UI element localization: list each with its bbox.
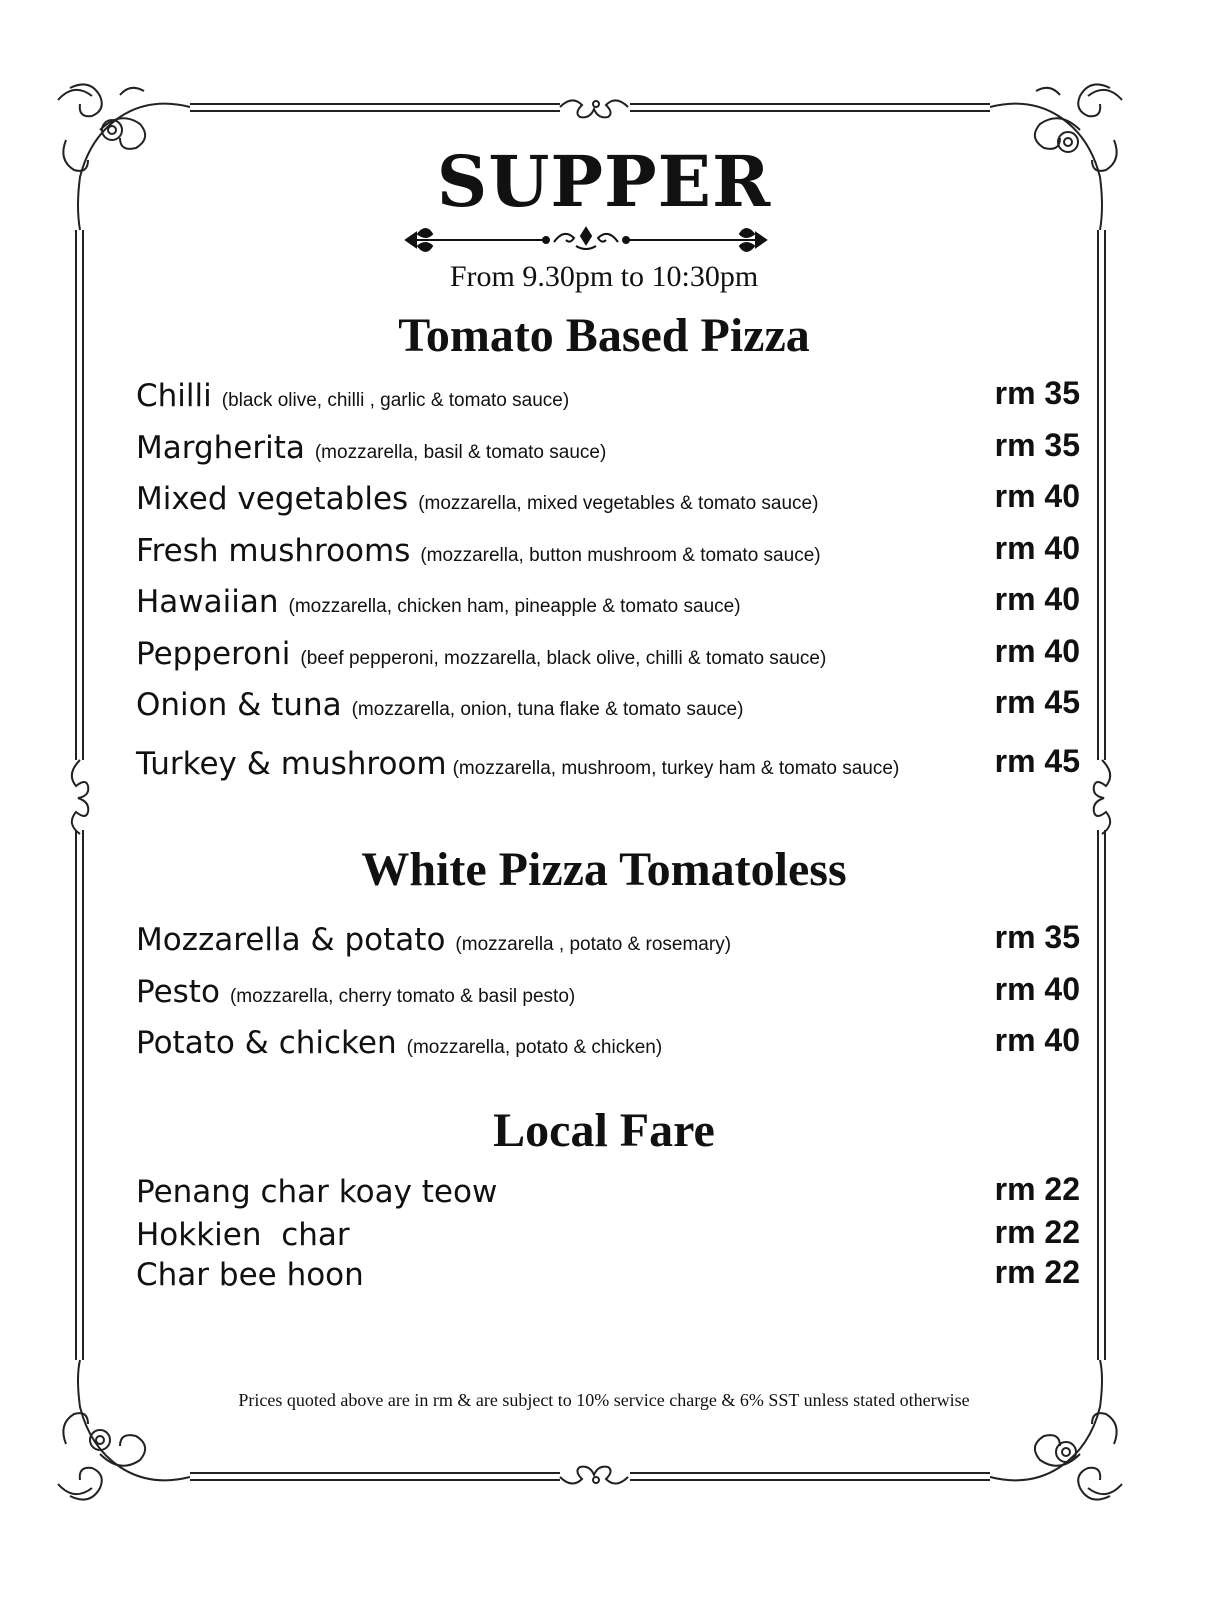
item-name: Char bee hoon [136,1257,364,1293]
item-name: Mixed vegetables [136,481,409,517]
item-name: Onion & tuna [136,687,342,723]
item-price: rm 22 [994,1214,1080,1250]
item-description: (black olive, chilli , garlic & tomato sauce) [221,390,570,411]
menu-item [136,531,1080,581]
item-name: Potato & chicken [136,1025,397,1061]
item-name: Hawaiian [136,584,279,620]
item-price: rm 45 [994,743,1080,779]
item-description: (mozzarella, cherry tomato & basil pesto) [229,986,576,1007]
menu-item [136,972,1080,1022]
menu-item [136,479,1080,529]
item-description: (mozzarella, chicken ham, pineapple & tomato sauce) [288,596,741,617]
item-name: Hokkien char [136,1217,350,1253]
section-title-local-fare: Local Fare [493,1104,715,1157]
item-name: Penang char koay teow [136,1174,498,1210]
menu-item [136,1255,1080,1305]
item-price: rm 35 [994,375,1080,411]
item-price: rm 45 [994,684,1080,720]
flourish-divider-icon [404,222,768,258]
item-name: Chilli [136,378,212,414]
menu-item [136,1023,1080,1073]
footer-note: Prices quoted above are in rm & are subject to 10% service charge & 6% SST unless stated otherwise [238,1390,970,1410]
menu-title: SUPPER [436,140,772,223]
item-name: Margherita [136,430,305,466]
item-name: Fresh mushrooms [136,533,411,569]
item-description: (mozzarella, basil & tomato sauce) [314,442,607,463]
item-price: rm 35 [994,427,1080,463]
item-price: rm 40 [994,633,1080,669]
item-name: Pesto [136,974,220,1010]
item-description: (mozzarella, onion, tuna flake & tomato sauce) [351,699,744,720]
item-price: rm 40 [994,971,1080,1007]
item-description: (mozzarella, mixed vegetables & tomato sauce) [418,493,819,514]
menu-item [136,685,1080,735]
menu-item [136,582,1080,632]
item-price: rm 40 [994,530,1080,566]
item-price: rm 22 [994,1171,1080,1207]
menu-item [136,920,1080,970]
item-price: rm 40 [994,1022,1080,1058]
menu-item [136,634,1080,684]
section-title-tomato-based-pizza: Tomato Based Pizza [398,309,810,362]
serving-hours: From 9.30pm to 10:30pm [449,260,759,293]
item-price: rm 40 [994,478,1080,514]
menu-item [136,428,1080,478]
menu-item [136,376,1080,426]
item-price: rm 22 [994,1254,1080,1290]
item-price: rm 35 [994,919,1080,955]
item-description: (beef pepperoni, mozzarella, black olive, chilli & tomato sauce) [300,648,827,669]
item-description: (mozzarella, potato & chicken) [406,1037,663,1058]
menu-item [136,744,1080,794]
item-price: rm 40 [994,581,1080,617]
item-description: (mozzarella, button mushroom & tomato sauce) [420,545,821,566]
item-name: Mozzarella & potato [136,922,446,958]
item-name: Pepperoni [136,636,291,672]
item-description: (mozzarella, mushroom, turkey ham & tomato sauce) [452,758,900,779]
section-title-white-pizza-tomatoless: White Pizza Tomatoless [361,843,847,896]
item-name: Turkey & mushroom [136,746,447,782]
item-description: (mozzarella , potato & rosemary) [455,934,732,955]
